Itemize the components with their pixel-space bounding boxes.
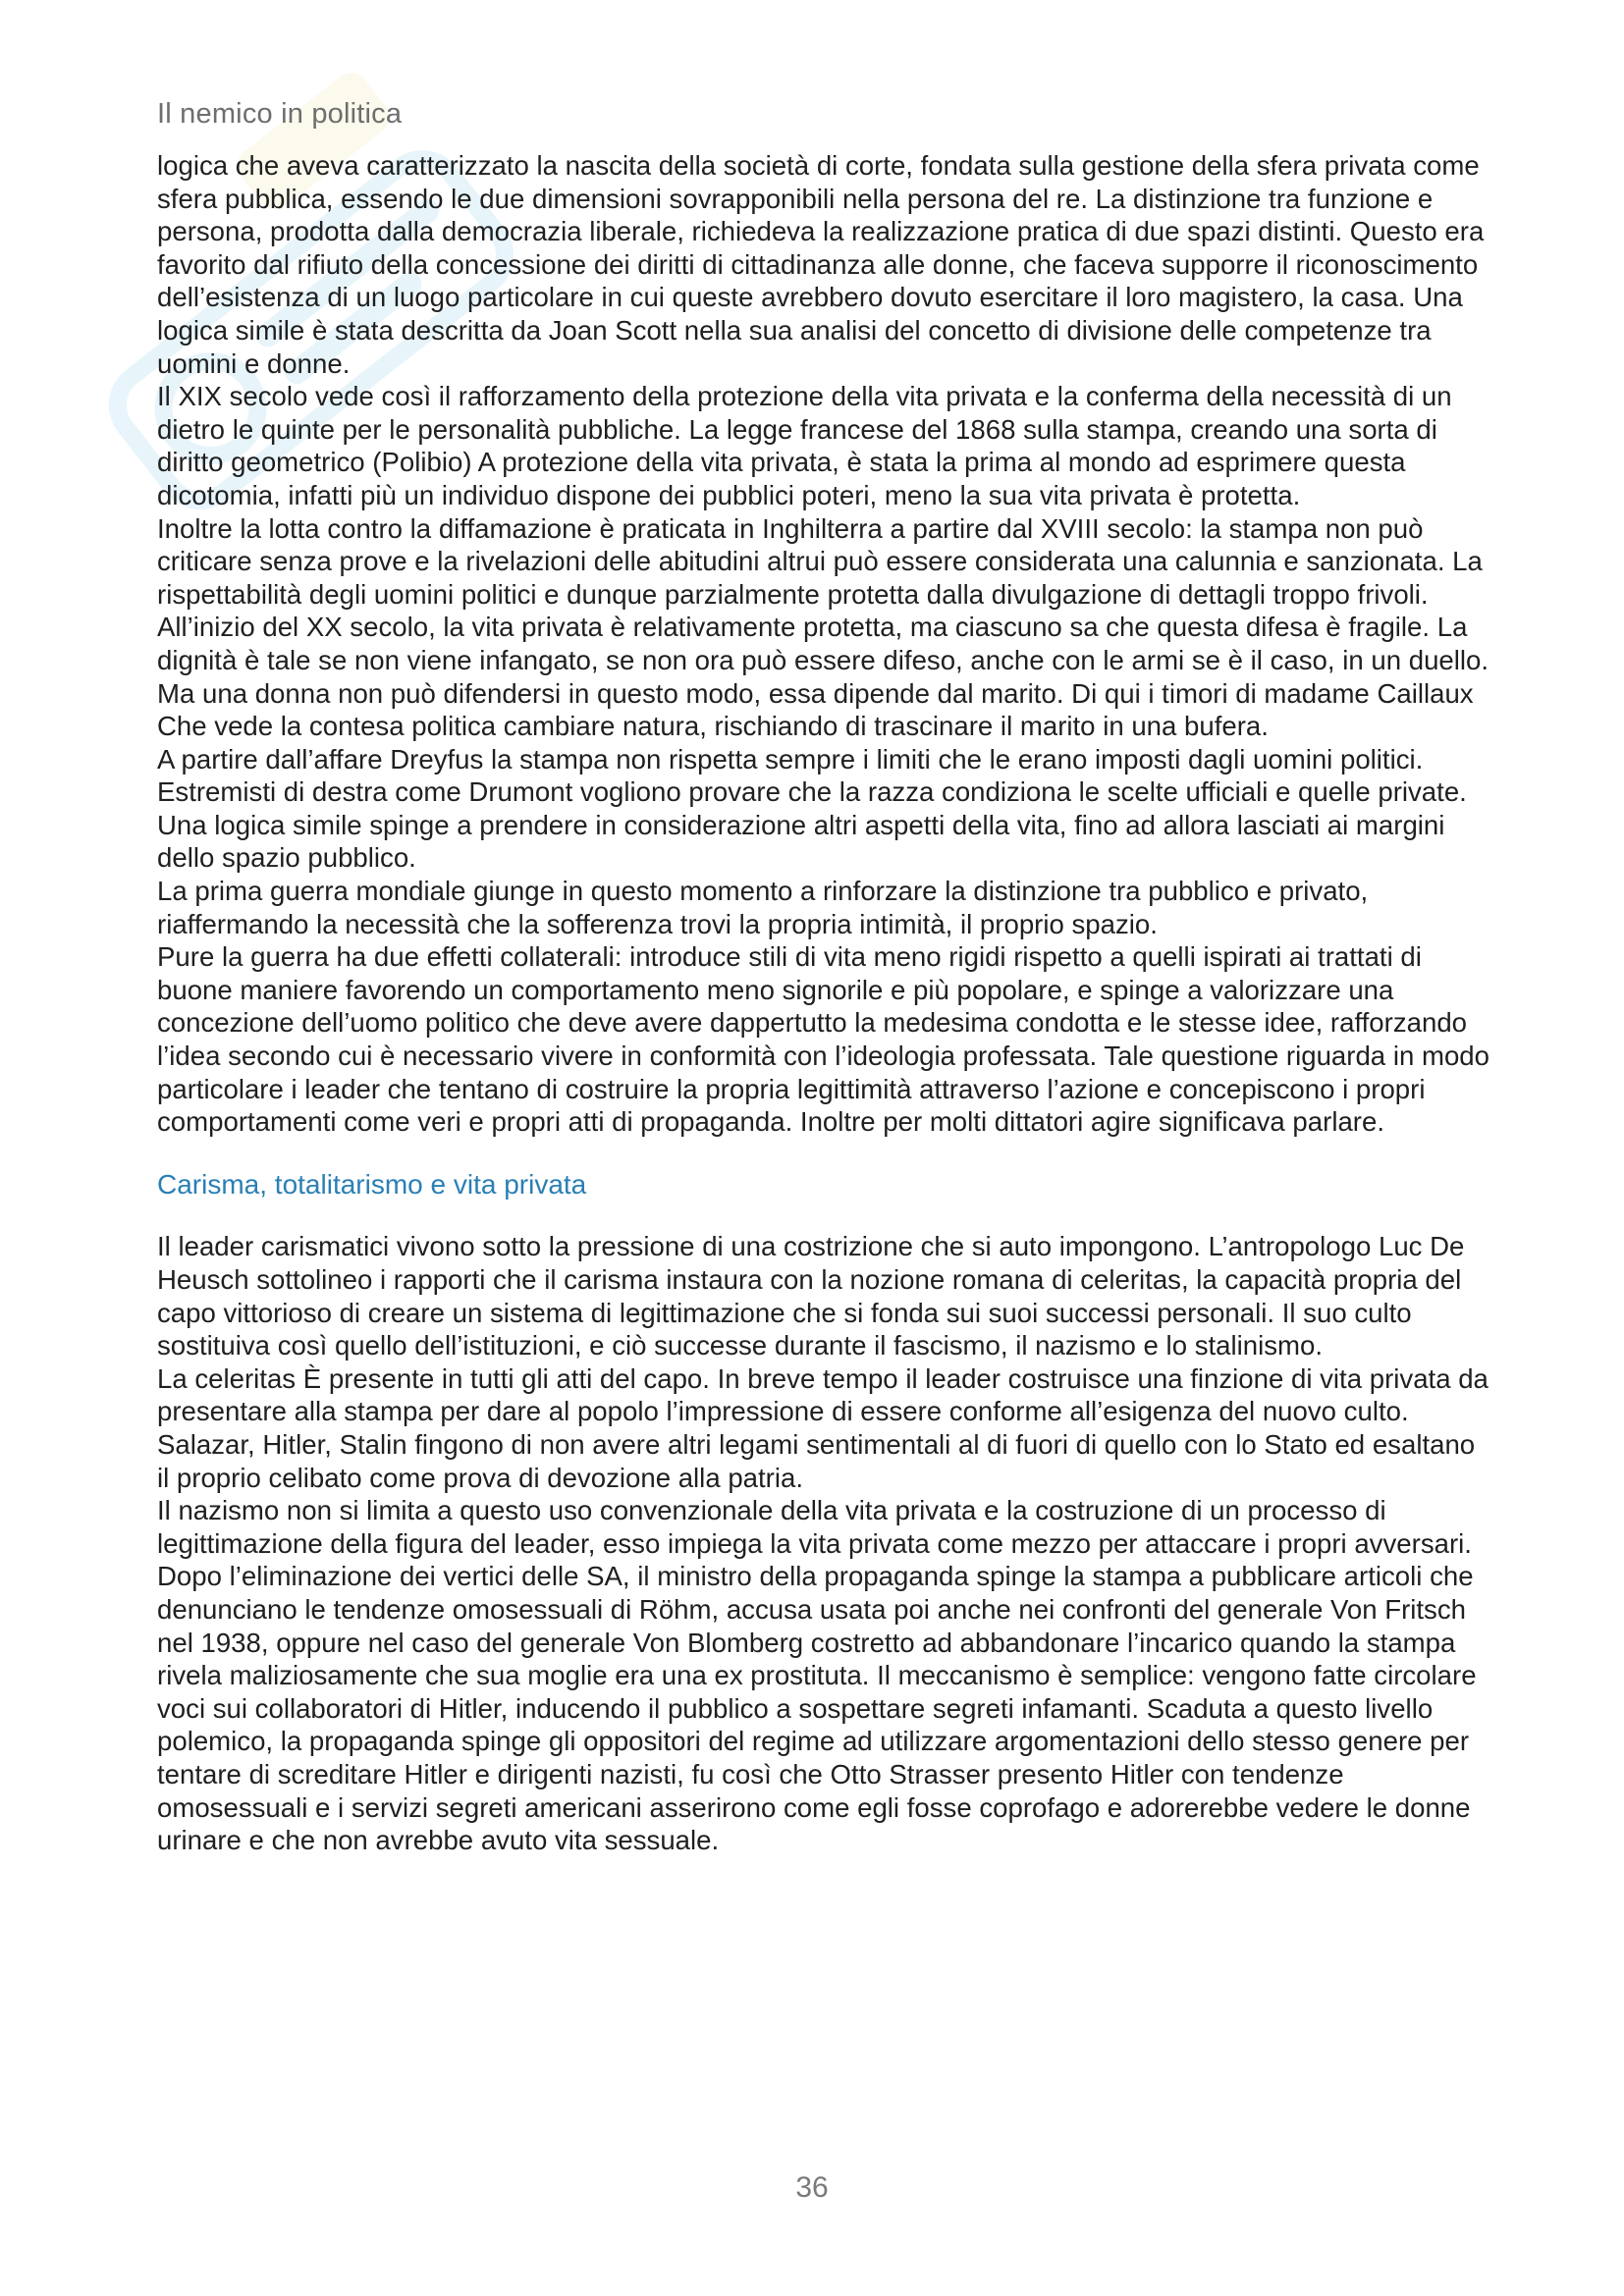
paragraph: La celeritas È presente in tutti gli atti del capo. In breve tempo il leader costruisce una finzione di vita privata da presentare alla stampa per dare al popolo l’impressione di essere conforme all’esigenza del nuovo culto.	[157, 1362, 1489, 1427]
paragraph: All’inizio del XX secolo, la vita privata è relativamente protetta, ma ciascuno sa che questa difesa è fragile. La dignità è tale se non viene infangato, se non ora può essere difeso, anche con le armi se è il caso, in un duello. Ma una donna non può difendersi in questo modo, essa dipende dal marito. Di qui i timori di madame Caillaux Che vede la contesa politica cambiare natura, rischiando di trascinare il marito in una bufera.	[157, 612, 1489, 742]
paragraph: La prima guerra mondiale giunge in questo momento a rinforzare la distinzione tra pubblico e privato, riaffermando la necessità che la sofferenza trovi la propria intimità, il proprio spazio.	[157, 876, 1369, 939]
paragraph: Il leader carismatici vivono sotto la pressione di una costrizione che si auto impongono. L’antropologo Luc De Heusch sottolineo i rapporti che il carisma instaura con la nozione romana di celeritas, la capacità propria del capo vittorioso di creare un sistema di legittimazione che si fonda sui suoi successi personali. Il suo culto sostituiva così quello dell’istituzioni, e ciò successe durante il fascismo, il nazismo e lo stalinismo.	[157, 1231, 1465, 1362]
paragraph: Il nazismo non si limita a questo uso convenzionale della vita privata e la costruzione di un processo di legittimazione della figura del leader, esso impiega la vita privata come mezzo per attaccare i propri avversari. Dopo l’eliminazione dei vertici delle SA, il ministro della propaganda spinge la stampa a pubblicare articoli che denunciano le tendenze omosessuali di Röhm, accusa usata poi anche nei confronti del generale Von Fritsch nel 1938, oppure nel caso del generale Von Blomberg costretto ad abbandonare l’incarico quando la stampa rivela maliziosamente che sua moglie era una ex prostituta. Il meccanismo è semplice: vengono fatte circolare voci sui collaboratori di Hitler, inducendo il pubblico a sospettare segreti infamanti. Scaduta a questo livello polemico, la propaganda spinge gli oppositori del regime ad utilizzare argomentazioni dello stesso genere per tentare di screditare Hitler e dirigenti nazisti, fu così che Otto Strasser presento Hitler con tendenze omosessuali e i servizi segreti americani asserirono come egli fosse coprofago e adorerebbe vedere le donne urinare e che non avrebbe avuto vita sessuale.	[157, 1495, 1477, 1856]
page-body	[157, 149, 1492, 1857]
page-number: 36	[795, 2171, 829, 2204]
section-heading: Carisma, totalitarismo e vita privata	[157, 1168, 587, 1200]
paragraph: A partire dall’affare Dreyfus la stampa non rispetta sempre i limiti che le erano imposti dagli uomini politici. Estremisti di destra come Drumont vogliono provare che la razza condiziona le scelte ufficiali e quelle private. Una logica simile spinge a prendere in considerazione altri aspetti della vita, fino ad allora lasciati ai margini dello spazio pubblico.	[157, 743, 1467, 874]
paragraph: Inoltre la lotta contro la diffamazione è praticata in Inghilterra a partire dal XVIII secolo: la stampa non può criticare senza prove e la rivelazioni delle abitudini altrui può essere considerata una calunnia e sanzionata. La rispettabilità degli uomini politici e dunque parzialmente protetta dalla divulgazione di dettagli troppo frivoli.	[157, 512, 1483, 610]
paragraph: Il XIX secolo vede così il rafforzamento della protezione della vita privata e la conferma della necessità di un dietro le quinte per le personalità pubbliche. La legge francese del 1868 sulla stampa, creando una sorta di diritto geometrico (Polibio) A protezione della vita privata, è stata la prima al mondo ad esprimere questa dicotomia, infatti più un individuo dispone dei pubblici poteri, meno la sua vita privata è protetta.	[157, 381, 1452, 510]
paragraph: Salazar, Hitler, Stalin fingono di non avere altri legami sentimentali al di fuori di quello con lo Stato ed esaltano il proprio celibato come prova di devozione alla patria.	[157, 1428, 1476, 1493]
paragraph: logica che aveva caratterizzato la nascita della società di corte, fondata sulla gestione della sfera privata come sfera pubblica, essendo le due dimensioni sovrapponibili nella persona del re. La distinzione tra funzione e persona, prodotta dalla democrazia liberale, richiedeva la realizzazione pratica di due spazi distinti. Questo era favorito dal rifiuto della concessione dei diritti di cittadinanza alle donne, che faceva supporre il riconoscimento dell’esistenza di un luogo particolare in cui queste avrebbero dovuto esercitare il loro magistero, la casa. Una logica simile è stata descritta da Joan Scott nella sua analisi del concetto di divisione delle competenze tra uomini e donne.	[157, 150, 1485, 379]
paragraph: Pure la guerra ha due effetti collaterali: introduce stili di vita meno rigidi rispetto a quelli ispirati ai trattati di buone maniere favorendo un comportamento meno signorile e più popolare, e spinge a valorizzare una concezione dell’uomo politico che deve avere dappertutto la medesima condotta e le stesse idee, rafforzando l’idea secondo cui è necessario vivere in conformità con l’ideologia professata. Tale questione riguarda in modo particolare i leader che tentano di costruire la propria legittimità attraverso l’azione e concepiscono i propri comportamenti come veri e propri atti di propaganda. Inoltre per molti dittatori agire significava parlare.	[157, 941, 1489, 1138]
running-header: Il nemico in politica	[157, 98, 403, 130]
